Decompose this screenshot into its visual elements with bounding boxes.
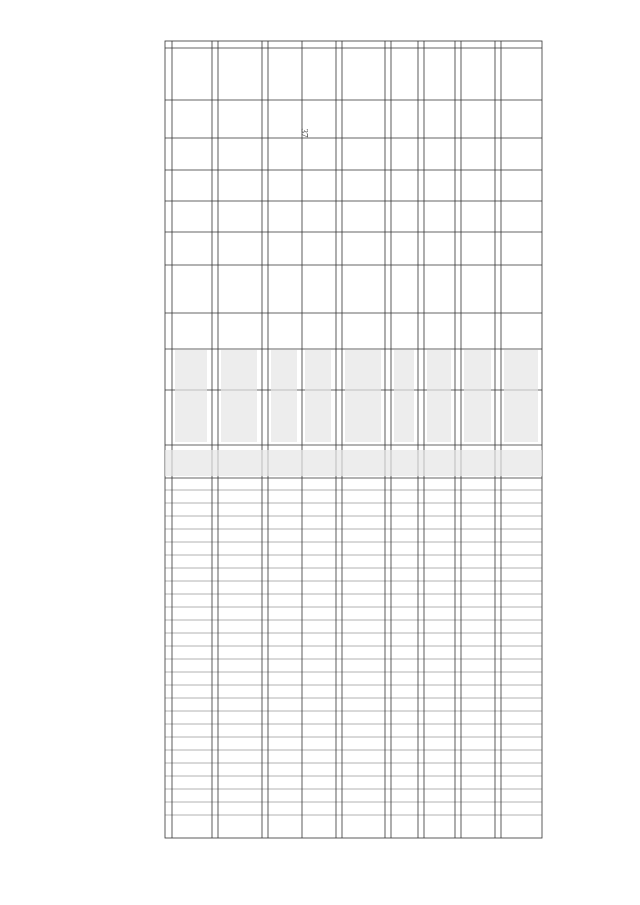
page-number: 37 [299, 128, 310, 138]
text-bands [165, 350, 542, 476]
